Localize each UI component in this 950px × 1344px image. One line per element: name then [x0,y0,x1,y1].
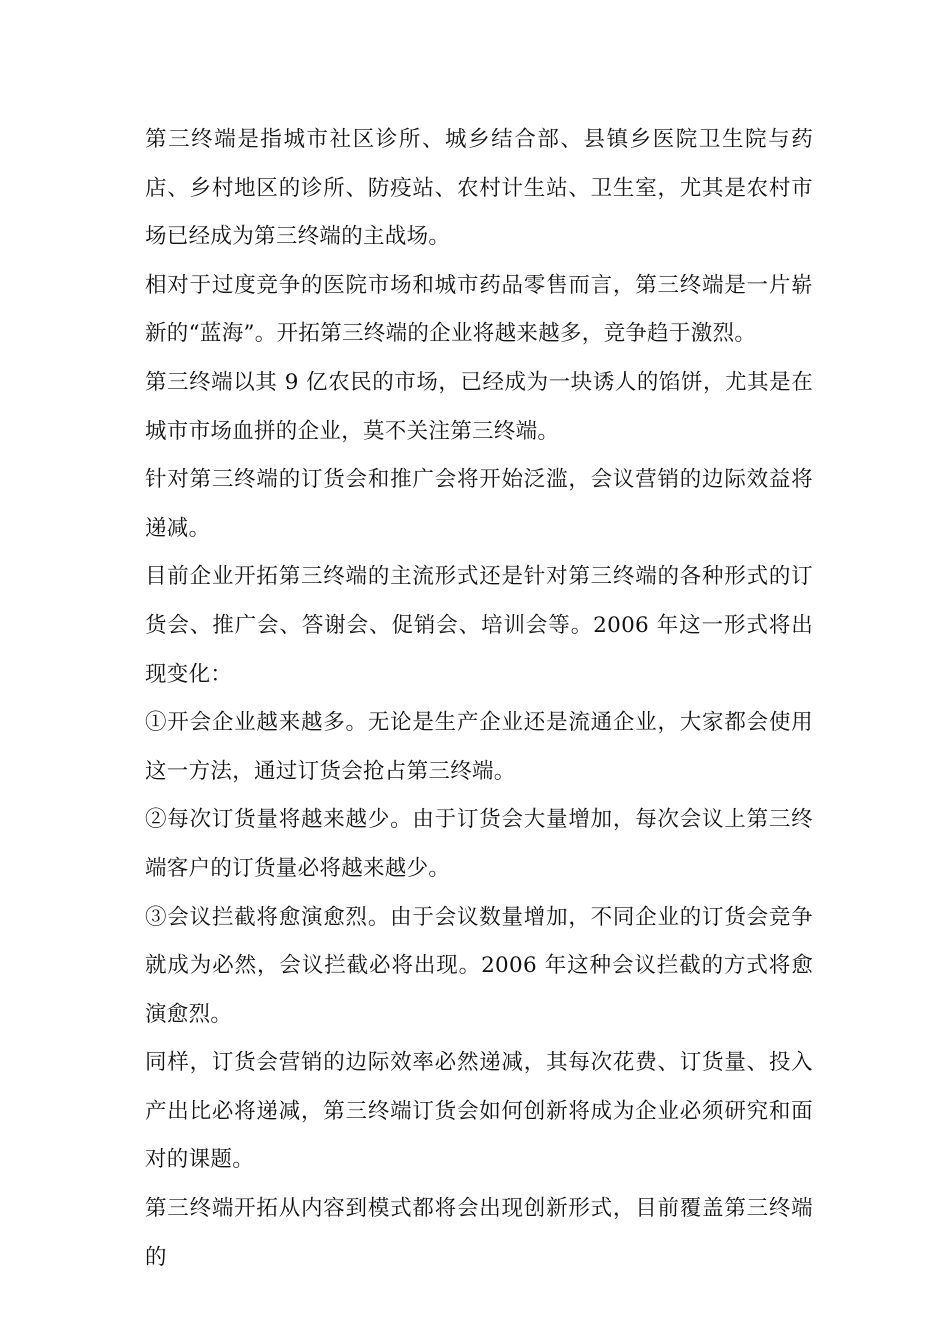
paragraph-10: 第三终端开拓从内容到模式都将会出现创新形式，目前覆盖第三终端的 [145,1196,813,1270]
paragraph-5: 目前企业开拓第三终端的主流形式还是针对第三终端的各种形式的订货会、推广会、答谢会、促销会、培训会等。2006 年这一形式将出现变化： [145,564,813,687]
paragraph-9: 同样，订货会营销的边际效率必然递减，其每次花费、订货量、投入产出比必将递减，第三终端订货会如何创新将成为企业必须研究和面对的课题。 [145,1050,813,1173]
paragraph-3: 第三终端以其 9 亿农民的市场，已经成为一块诱人的馅饼，尤其是在城市市场血拼的企业，莫不关注第三终端。 [145,369,813,444]
paragraph-4: 针对第三终端的订货会和推广会将开始泛滥，会议营销的边际效益将递减。 [145,467,813,541]
paragraph-7: ②每次订货量将越来越少。由于订货会大量增加，每次会议上第三终端客户的订货量必将越来越少。 [145,807,813,881]
paragraph-8: ③会议拦截将愈演愈烈。由于会议数量增加，不同企业的订货会竞争就成为必然，会议拦截必将出现。2006 年这种会议拦截的方式将愈演愈烈。 [145,904,813,1027]
paragraph-1: 第三终端是指城市社区诊所、城乡结合部、县镇乡医院卫生院与药店、乡村地区的诊所、防疫站、农村计生站、卫生室，尤其是农村市场已经成为第三终端的主战场。 [145,127,813,250]
paragraph-2: 相对于过度竞争的医院市场和城市药品零售而言，第三终端是一片崭新的“蓝海”。开拓第三终端的企业将越来越多，竞争趋于激烈。 [145,272,813,347]
paragraph-6: ①开会企业越来越多。无论是生产企业还是流通企业，大家都会使用这一方法，通过订货会抢占第三终端。 [145,710,813,784]
document-body [145,116,813,1282]
